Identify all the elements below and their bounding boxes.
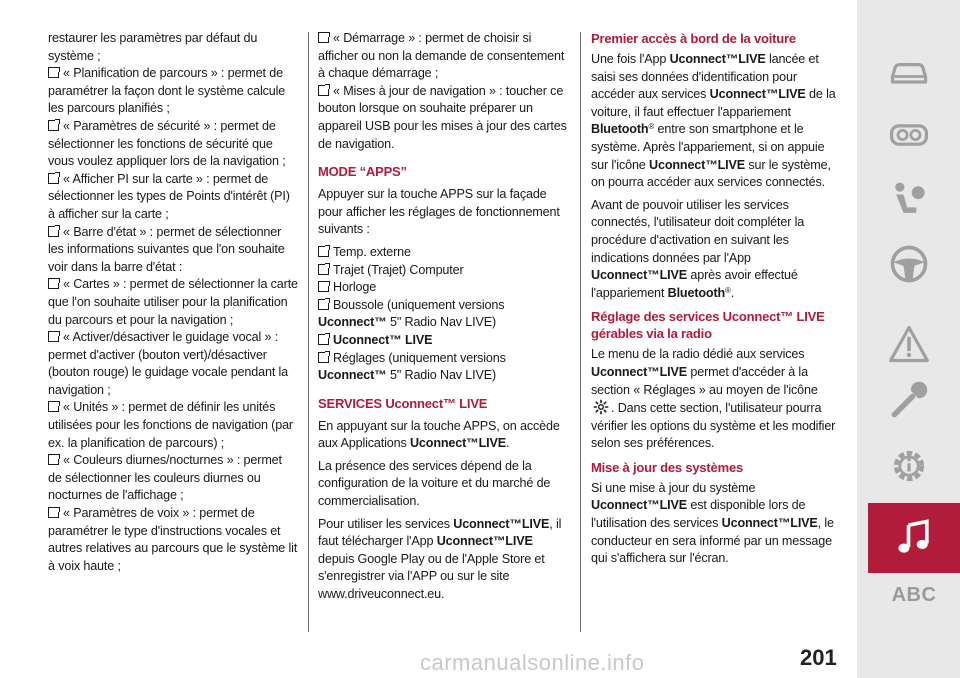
- list-item: « Barre d'état » : permet de sélectionner les informations suivantes que l'on souhaite voir dans la barre d'état :: [48, 224, 285, 274]
- paragraph: Une fois l'App Uconnect™LIVE lancée et saisi ses données d'identification pour accéder aux services Uconnect™LIVE de la voiture, il faut effectuer l'appariement Bluetooth® entre son smartphone et le système. Après l'appariement, si on appuie sur l'icône Uconnect™LIVE sur le système, on pourra accéder aux services connectés.: [591, 52, 836, 190]
- list-item: « Planification de parcours » : permet de paramétrer la façon dont le système calcule les parcours planifiés ;: [48, 66, 286, 116]
- list-item: Trajet (Trajet) Computer: [318, 262, 570, 280]
- list-item: « Couleurs diurnes/nocturnes » : permet de sélectionner les couleurs diurnes ou nocturnes de l'affichage ;: [48, 453, 282, 503]
- paragraph: Pour utiliser les services Uconnect™LIVE, il faut télécharger l'App Uconnect™LIVE depuis Google Play ou de l'Apple Store et s'enregistrer via l'APP ou sur le site www.driveuconnect.eu.: [318, 516, 562, 602]
- paragraph: La présence des services dépend de la configuration de la voiture et du marché de commercialisation.: [318, 458, 551, 509]
- list-item: Boussole (uniquement versions Uconnect™ 5" Radio Nav LIVE): [318, 297, 505, 330]
- section-heading-services: SERVICES Uconnect™ LIVE: [318, 395, 488, 411]
- checkbox-icon: [318, 334, 329, 345]
- paragraph: Si une mise à jour du système Uconnect™LIVE est disponible lors de l'utilisation des services Uconnect™LIVE, le conducteur en sera informé par un message qui s'affichera sur l'écran.: [591, 480, 834, 566]
- page-number: 201: [800, 645, 837, 670]
- checkbox-icon: [48, 226, 59, 237]
- paragraph: Avant de pouvoir utiliser les services connectés, l'utilisateur doit compléter la procédure d'activation en suivant les indications données par l'App Uconnect™LIVE après avoir effectué l'appariement Bluetooth®.: [591, 197, 805, 300]
- list-item: « Paramètres de voix » : permet de paramétrer le type d'instructions vocales et autres relatives au parcours que le système lit à voix haute ;: [48, 506, 298, 573]
- checkbox-icon: [48, 331, 59, 342]
- list-item: « Mises à jour de navigation » : toucher ce bouton lorsque on souhaite préparer un appareil USB pour les mises à jour des cartes de navigation.: [318, 83, 567, 151]
- checkbox-icon: [48, 507, 59, 518]
- checkbox-icon: [318, 32, 329, 43]
- paragraph: En appuyant sur la touche APPS, on accède aux Applications Uconnect™LIVE.: [318, 418, 560, 451]
- checkbox-icon: [318, 85, 329, 96]
- column-divider: [580, 32, 581, 632]
- section-heading-reglage: Réglage des services Uconnect™ LIVE gérables via la radio: [591, 309, 825, 342]
- list-item: « Paramètres de sécurité » : permet de sélectionner les fonctions de sécurité que vous voulez appliquer lors de la navigation ;: [48, 118, 286, 169]
- column-1: [48, 30, 298, 575]
- column-3: [591, 30, 839, 573]
- checkbox-icon: [318, 299, 329, 310]
- gear-info-icon[interactable]: [857, 438, 960, 494]
- chapter-sidebar: [857, 0, 960, 678]
- section-heading-mode-apps: MODE “APPS”: [318, 164, 407, 180]
- abc-index-label[interactable]: ABC: [891, 584, 937, 606]
- music-note-icon: [892, 516, 936, 560]
- list-item: « Démarrage » : permet de choisir si afficher ou non la demande de consentement à chaque démarrage ;: [318, 31, 565, 81]
- warning-triangle-icon[interactable]: [857, 316, 960, 372]
- steering-wheel-icon[interactable]: [857, 236, 960, 292]
- column-2: [318, 30, 570, 609]
- paragraph: Appuyer sur la touche APPS sur la façade pour afficher les réglages de fonctionnement suivants :: [318, 187, 560, 237]
- list-item: Réglages (uniquement versions Uconnect™ 5" Radio Nav LIVE): [318, 350, 506, 383]
- active-chapter-tab[interactable]: [868, 503, 960, 573]
- dashboard-gauge-icon[interactable]: [857, 107, 960, 163]
- checkbox-icon: [48, 401, 59, 412]
- list-item: « Cartes » : permet de sélectionner la carte que l'on souhaite utiliser pour la planification du parcours et pour la navigation ;: [48, 277, 298, 327]
- list-item: « Activer/désactiver le guidage vocal » : permet d'activer (bouton vert)/désactiver (bouton rouge) le guidage vocale pendant la navigation ;: [48, 330, 289, 397]
- watermark: carmanualsonline.info: [420, 650, 645, 675]
- checkbox-icon: [48, 120, 59, 131]
- checkbox-icon: [48, 278, 59, 289]
- checkbox-icon: [48, 173, 59, 184]
- list-item: Horloge: [318, 279, 570, 297]
- seat-airbag-icon[interactable]: [857, 172, 960, 228]
- paragraph: Le menu de la radio dédié aux services Uconnect™LIVE permet d'accéder à la section « Réglages » au moyen de l'icône . Dans cette section, l'utilisateur pourra vérifier les options du système et les modifier selon ses préférences.: [591, 347, 836, 451]
- checkbox-icon: [48, 67, 59, 78]
- checkbox-icon: [318, 246, 329, 257]
- column-divider: [308, 32, 309, 632]
- list-item: « Afficher PI sur la carte » : permet de sélectionner les types de Points d'intérêt (PI) à afficher sur la carte ;: [48, 171, 290, 221]
- wrench-icon[interactable]: [857, 372, 960, 428]
- checkbox-icon: [318, 281, 329, 292]
- checkbox-icon: [318, 264, 329, 275]
- list-item: Temp. externe: [318, 244, 570, 262]
- section-heading-premier-acces: Premier accès à bord de la voiture: [591, 31, 796, 46]
- section-heading-mise-a-jour: Mise à jour des systèmes: [591, 459, 743, 475]
- gear-icon: [593, 399, 609, 415]
- checkbox-icon: [48, 454, 59, 465]
- list-item: « Unités » : permet de définir les unités utilisées pour les fonctions de navigation (par ex. la planification de parcours) ;: [48, 400, 293, 450]
- checkbox-icon: [318, 352, 329, 363]
- list-item: Uconnect™ LIVE: [318, 332, 570, 350]
- car-icon[interactable]: [857, 43, 960, 99]
- paragraph: restaurer les paramètres par défaut du système ;: [48, 31, 258, 63]
